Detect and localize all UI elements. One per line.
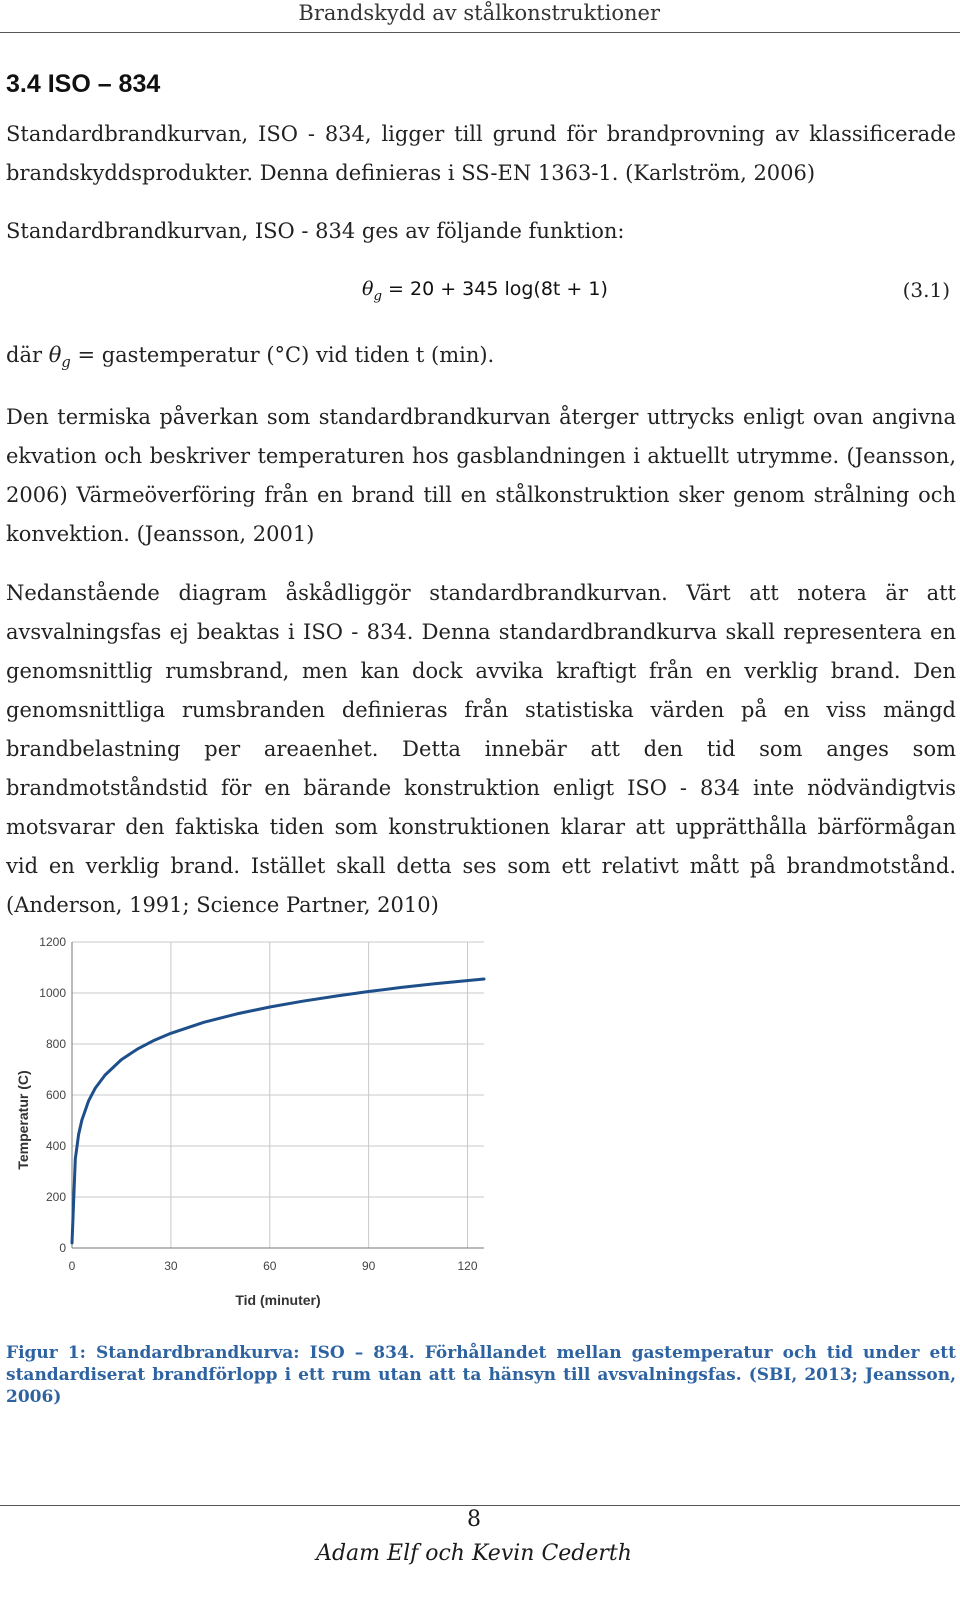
paragraph-diagram: Nedanstående diagram åskådliggör standardbrandkurvan. Värt att notera är att avsvalningsfas ej beaktas i ISO - 834. Denna standardbrandkurva skall representera en genomsnittlig rumsbrand, men kan dock avvika kraftigt från en verklig brand. Den genomsnittliga rumsbranden definieras från statistiska värden på en viss mängd brandbelastning per areaenhet. Detta innebär att den tid som anges som brandmotståndstid för en bärande konstruktion enligt ISO - 834 inte nödvändigtvis motsvarar den faktiska tiden som konstruktionen klarar att upprätthålla bärförmågan vid en verklig brand. Istället skall detta ses som ett relativt mått på brandmotstånd. (Anderson, 1991; Science Partner, 2010) xyxy=(6,581,956,917)
where-suffix: = gastemperatur (°C) vid tiden t (min). xyxy=(77,343,495,367)
y-tick-label: 600 xyxy=(45,1088,66,1102)
x-tick-label: 120 xyxy=(457,1259,478,1273)
authors: Adam Elf och Kevin Cederth xyxy=(316,1541,632,1566)
series-line-iso834 xyxy=(72,979,484,1243)
formula-rhs: = 20 + 345 log(8t + 1) xyxy=(388,278,608,300)
x-tick-label: 60 xyxy=(263,1259,277,1273)
series xyxy=(72,979,484,1243)
x-tick-label: 90 xyxy=(361,1259,376,1273)
paragraph-where xyxy=(6,336,956,382)
y-axis-label: Temperatur (C) xyxy=(15,1070,31,1170)
x-tick-label: 0 xyxy=(68,1259,76,1273)
where-subscript: g xyxy=(61,354,71,372)
page-number: 8 xyxy=(467,1507,481,1532)
running-header: Brandskydd av stålkonstruktioner xyxy=(298,1,660,25)
where-symbol: θ xyxy=(48,343,62,367)
header-rule xyxy=(0,32,960,33)
formula xyxy=(362,278,608,304)
footer-rule xyxy=(0,1505,960,1506)
equation-number: (3.1) xyxy=(902,278,950,302)
paragraph-intro: Standardbrandkurvan, ISO - 834, ligger till grund för brandprovning av klassificerade brandskyddsprodukter. Denna definieras i SS-EN 1363-1. (Karlström, 2006) xyxy=(6,122,956,185)
grid xyxy=(72,942,484,1248)
paragraph-thermal: Den termiska påverkan som standardbrandkurvan återger uttrycks enligt ovan angivna ekvation och beskriver temperaturen hos gasblandningen i aktuellt utrymme. (Jeansson, 2006) Värmeöverföring från en brand till en stålkonstruktion sker genom strålning och konvektion. (Jeansson, 2001) xyxy=(6,405,956,546)
y-tick-label: 1200 xyxy=(39,935,66,949)
figure-caption: Figur 1: Standardbrandkurva: ISO – 834. Förhållandet mellan gastemperatur och tid under ett standardiserat brandförlopp i ett rum utan att ta hänsyn till avsvalningsfas. (SBI, 2013; Jeansson, 2006) xyxy=(6,1343,956,1407)
x-tick-label: 30 xyxy=(164,1259,178,1273)
paragraph-function-intro: Standardbrandkurvan, ISO - 834 ges av följande funktion: xyxy=(6,219,625,243)
iso834-chart xyxy=(14,930,494,1320)
y-tick-label: 800 xyxy=(45,1037,66,1051)
chart-svg xyxy=(14,930,494,1320)
formula-symbol: θ xyxy=(362,278,374,300)
y-tick-label: 400 xyxy=(45,1139,66,1153)
y-tick-label: 200 xyxy=(45,1190,66,1204)
y-tick-label: 1000 xyxy=(39,986,66,1000)
formula-subscript: g xyxy=(373,288,382,304)
y-tick-label: 0 xyxy=(59,1241,66,1255)
section-heading: 3.4 ISO – 834 xyxy=(6,70,161,98)
x-axis-label: Tid (minuter) xyxy=(235,1292,321,1308)
where-prefix: där xyxy=(6,343,43,367)
